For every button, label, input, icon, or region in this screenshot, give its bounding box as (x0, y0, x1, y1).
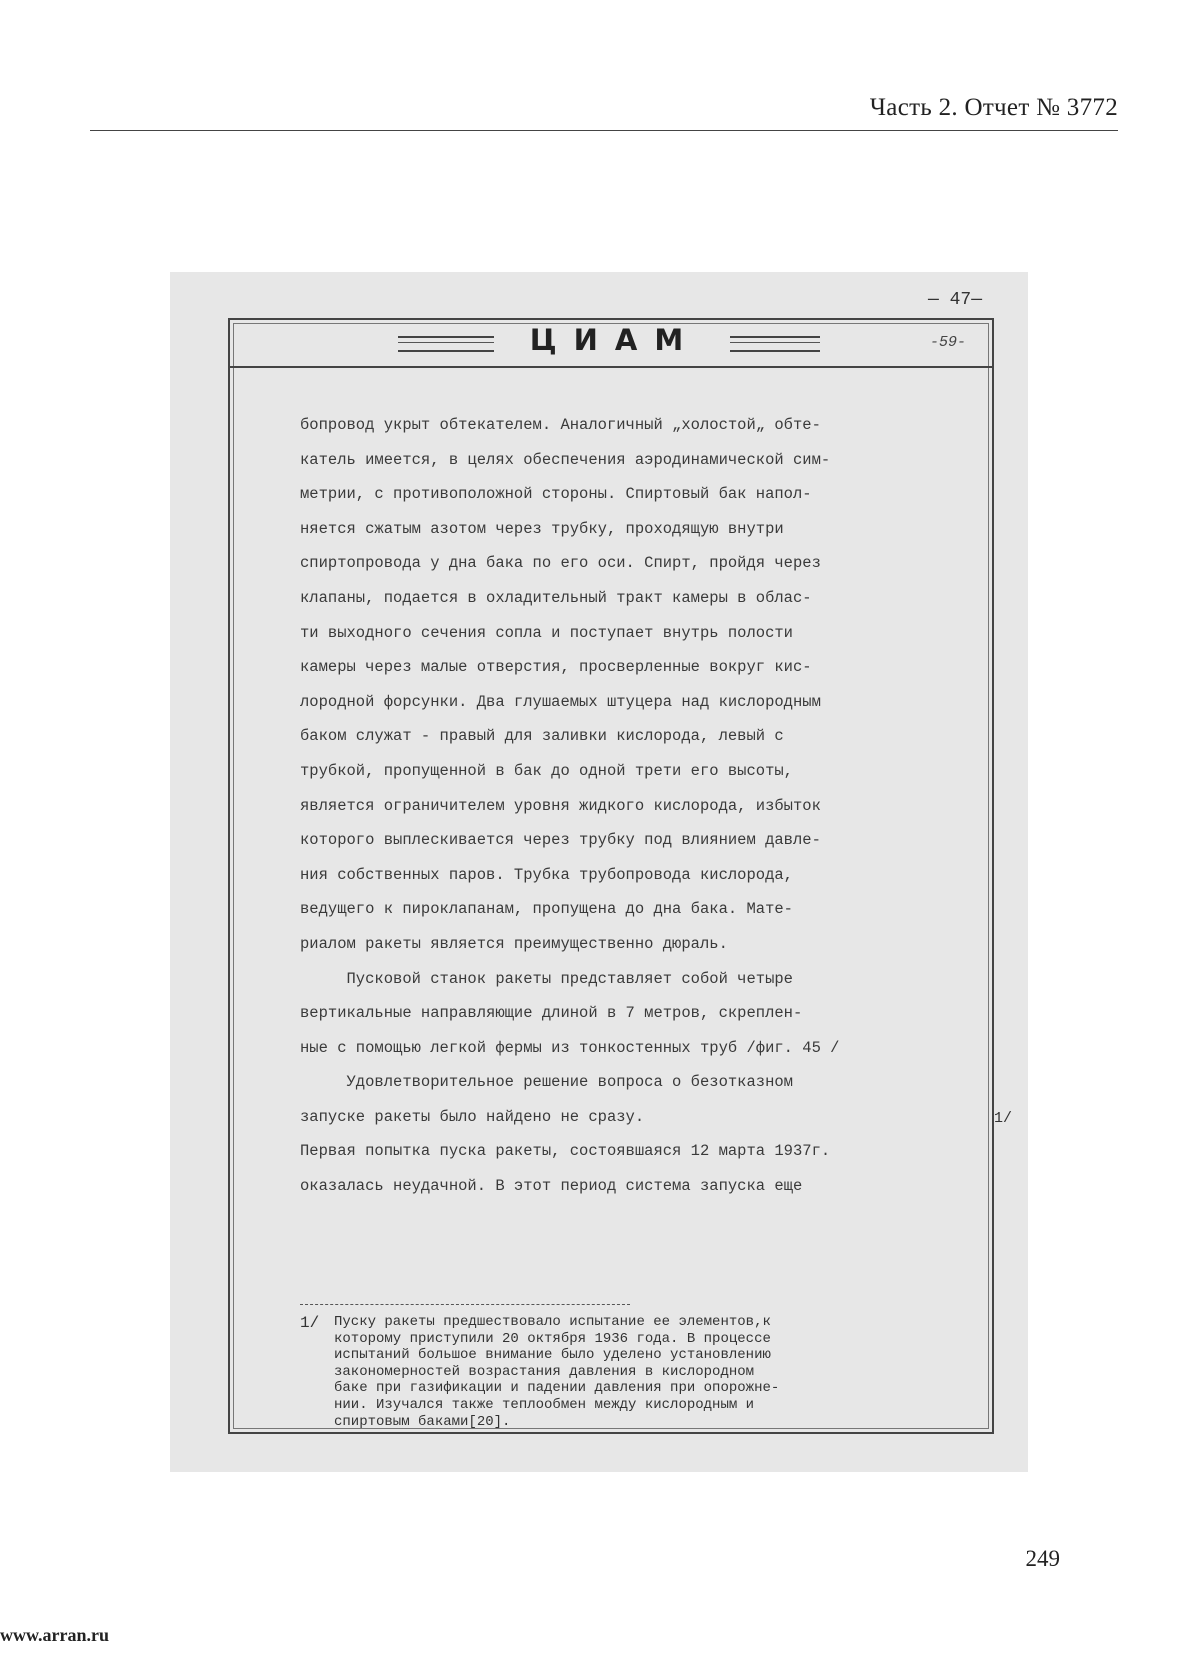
body-line: лородной форсунки. Два глушаемых штуцера над кислородным (300, 692, 821, 711)
body-line: Удовлетворительное решение вопроса о безотказном (300, 1073, 793, 1092)
typed-body-text (300, 408, 970, 1204)
body-line: ные с помощью легкой фермы из тонкостенных труб /фиг. 45 / (300, 1038, 840, 1057)
body-line: оказалась неудачной. В этот период система запуска еще (300, 1177, 803, 1196)
letterhead-rule-left (398, 336, 494, 352)
footnote-line: нии. Изучался также теплообмен между кислородным и (334, 1396, 755, 1413)
document-frame (228, 318, 994, 1434)
body-line: ния собственных паров. Трубка трубопровода кислорода, (300, 865, 793, 884)
letterhead (230, 320, 992, 368)
body-line: бопровод укрыт обтекателем. Аналогичный „холостой„ обте- (300, 416, 821, 434)
letterhead-organization: ЦИАМ (529, 323, 701, 357)
running-header-title: Часть 2. Отчет № 3772 (869, 94, 1118, 121)
body-line: Первая попытка пуска ракеты, состоявшаяся 12 марта 1937г. (300, 1142, 831, 1161)
footnote-line: Пуску ракеты предшествовало испытание ее элементов,к (334, 1314, 771, 1330)
letterhead-rule-right (730, 336, 820, 352)
body-line: метрии, с противоположной стороны. Спиртовый бак напол- (300, 485, 812, 504)
footnote (300, 1314, 960, 1430)
body-line: риалом ракеты является преимущественно дюраль. (300, 934, 728, 953)
site-url: www.arran.ru (0, 1625, 109, 1645)
footnote-line: закономерностей возрастания давления в кислородном (334, 1363, 755, 1380)
footnote-marker: 1/ (300, 1314, 320, 1332)
page-number: 249 (1025, 1546, 1060, 1571)
body-line: камеры через малые отверстия, просверленные вокруг кис- (300, 658, 812, 677)
body-line: клапаны, подается в охладительный тракт камеры в облас- (300, 588, 812, 607)
body-line: баком служат - правый для заливки кислорода, левый с (300, 727, 784, 746)
body-line: Пусковой станок ракеты представляет собой четыре (300, 969, 793, 988)
body-line: ведущего к пироклапанам, пропущена до дна бака. Мате- (300, 900, 793, 919)
margin-footnote-mark: 1/ (994, 1110, 1013, 1127)
footnote-separator (300, 1304, 630, 1305)
body-line: является ограничителем уровня жидкого кислорода, избыток (300, 796, 821, 815)
scanned-document-image (170, 272, 1028, 1472)
scan-top-page-number: — 47— (927, 290, 982, 310)
body-line: спиртопровода у дна бака по его оси. Спирт, пройдя через (300, 554, 821, 573)
body-line: которого выплескивается через трубку под влиянием давле- (300, 831, 821, 850)
letterhead-inner-page-number: -59- (929, 334, 966, 351)
body-line: запуске ракеты было найдено не сразу. (300, 1107, 645, 1126)
footnote-line: испытаний большое внимание было уделено установлению (334, 1347, 771, 1364)
body-line: вертикальные направляющие длиной в 7 метров, скреплен- (300, 1004, 803, 1023)
footnote-line: которому приступили 20 октября 1936 года. В процессе (334, 1330, 771, 1347)
footnote-line: баке при газификации и падении давления при опорожне- (334, 1380, 780, 1397)
body-line: трубкой, пропущенной в бак до одной трети его высоты, (300, 761, 793, 780)
running-header (90, 92, 1118, 131)
body-line: няется сжатым азотом через трубку, проходящую внутри (300, 519, 784, 538)
footnote-line: спиртовым баками[20]. (334, 1413, 511, 1430)
body-line: катель имеется, в целях обеспечения аэродинамической сим- (300, 450, 831, 469)
body-line: ти выходного сечения сопла и поступает внутрь полости (300, 623, 793, 642)
